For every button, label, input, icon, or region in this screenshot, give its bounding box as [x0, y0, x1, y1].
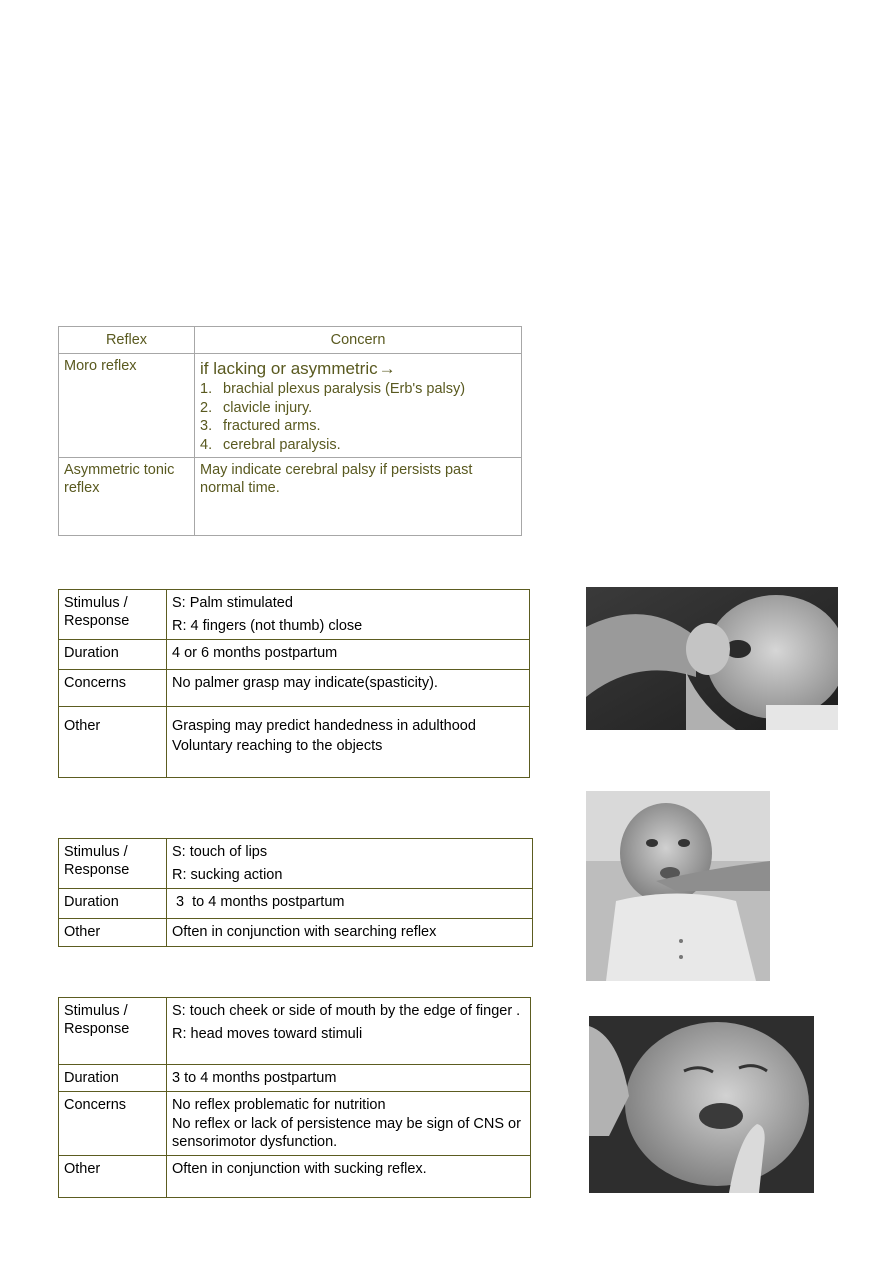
reflex-concern-table — [58, 326, 522, 536]
grasp-reflex-table — [58, 589, 530, 778]
row-value: S: touch cheek or side of mouth by the edge of finger . R: head moves toward stimuli — [167, 998, 531, 1065]
row-value: S: Palm stimulated R: 4 fingers (not thumb) close — [167, 590, 530, 640]
row-value: Often in conjunction with sucking reflex. — [167, 1156, 531, 1198]
row-value: Grasping may predict handedness in adulthood Voluntary reaching to the objects — [167, 707, 530, 778]
row-value: 4 or 6 months postpartum — [167, 640, 530, 670]
list-item: 1. brachial plexus paralysis (Erb's palsy) — [200, 381, 466, 397]
header-reflex: Reflex — [59, 327, 195, 354]
row-label: Other — [59, 919, 167, 947]
row-label: Other — [59, 1156, 167, 1198]
concern-cell — [195, 354, 522, 458]
list-item: 4. cerebral paralysis. — [200, 436, 341, 453]
table-row — [59, 998, 531, 1065]
row-value: No reflex problematic for nutrition No reflex or lack of persistence may be sign of CNS or sensorimotor dysfunction. — [167, 1092, 531, 1156]
table-row — [59, 590, 530, 640]
rooting-reflex-table — [58, 997, 531, 1198]
reflex-name: Moro reflex — [59, 354, 195, 458]
row-label: Duration — [59, 640, 167, 670]
table-row — [59, 670, 530, 707]
row-label: Duration — [59, 1065, 167, 1092]
arrow-right-icon: → — [378, 359, 396, 378]
row-label: Stimulus / Response — [59, 839, 167, 889]
row-label: Concerns — [59, 1092, 167, 1156]
concern-lead: if lacking or asymmetric→ — [200, 359, 396, 378]
table-row — [59, 458, 522, 536]
table-row — [59, 1065, 531, 1092]
table-row — [59, 919, 533, 947]
list-item: 2. clavicle injury. — [200, 399, 313, 416]
rooting-reflex-photo — [589, 1016, 814, 1193]
row-label: Duration — [59, 889, 167, 919]
table-row — [59, 889, 533, 919]
row-value: 3 to 4 months postpartum — [167, 889, 533, 919]
row-value: No palmer grasp may indicate(spasticity). — [167, 670, 530, 707]
row-label: Other — [59, 707, 167, 778]
table-row — [59, 1156, 531, 1198]
concern-list — [200, 380, 516, 454]
row-label: Stimulus / Response — [59, 590, 167, 640]
concern-cell: May indicate cerebral palsy if persists past normal time. — [195, 458, 522, 536]
table-header-row — [59, 327, 522, 354]
table-row — [59, 839, 533, 889]
row-label: Stimulus / Response — [59, 998, 167, 1065]
table-row — [59, 640, 530, 670]
header-concern: Concern — [195, 327, 522, 354]
list-item: 3. fractured arms. — [200, 418, 321, 434]
table-row — [59, 354, 522, 458]
sucking-reflex-photo — [586, 791, 770, 981]
grasp-reflex-photo — [586, 587, 838, 730]
sucking-reflex-table — [58, 838, 533, 947]
table-row — [59, 1092, 531, 1156]
row-value: S: touch of lips R: sucking action — [167, 839, 533, 889]
row-value: Often in conjunction with searching reflex — [167, 919, 533, 947]
table-row — [59, 707, 530, 778]
row-value: 3 to 4 months postpartum — [167, 1065, 531, 1092]
reflex-name: Asymmetric tonic reflex — [59, 458, 195, 536]
row-label: Concerns — [59, 670, 167, 707]
